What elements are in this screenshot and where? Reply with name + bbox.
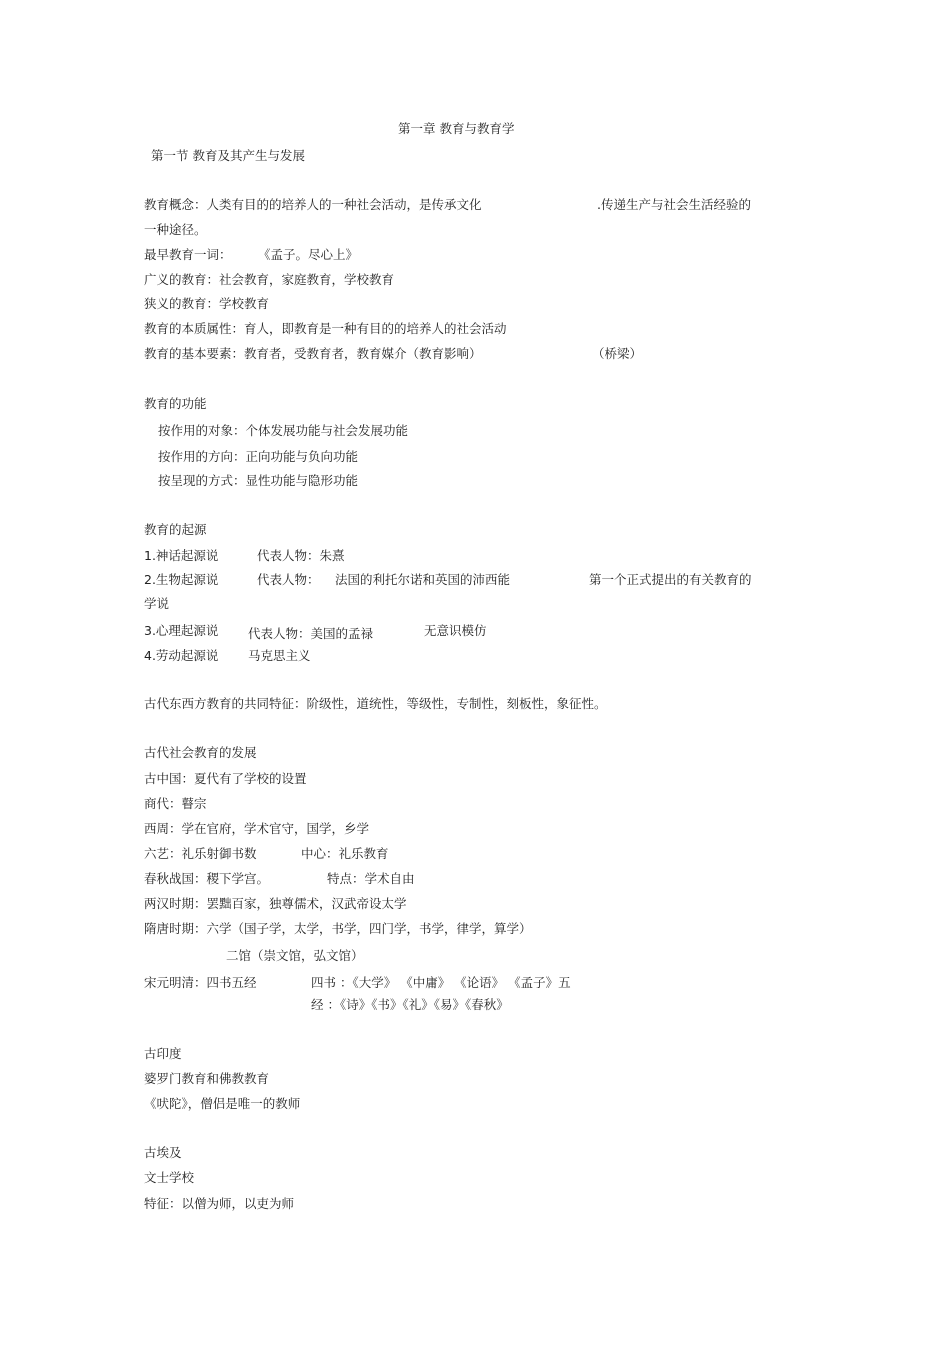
basic-elements: 教育的基本要素：教育者，受教育者，教育媒介（教育影响） xyxy=(144,346,482,361)
broad-education: 广义的教育：社会教育，家庭教育，学校教育 xyxy=(144,272,395,287)
concept-line-2: 一种途径。 xyxy=(144,222,207,237)
dev-china: 古中国：夏代有了学校的设置 xyxy=(144,771,307,786)
origin-bio-note: 第一个正式提出的有关教育的 xyxy=(589,572,752,587)
chapter-title: 第一章 教育与教育学 xyxy=(398,121,515,136)
origin-labor: 4.劳动起源说 xyxy=(144,648,219,663)
origin-bio-people: 法国的利托尔诺和英国的沛西能 xyxy=(335,572,511,587)
dev-six-arts: 六艺：礼乐射御书数 xyxy=(144,846,257,861)
basic-elements-note: （桥梁） xyxy=(592,346,643,361)
earliest-term-label: 最早教育一词： xyxy=(144,247,232,262)
dev-two-halls: 二馆（崇文馆，弘文馆） xyxy=(226,948,364,963)
origin-psych-rep: 代表人物：美国的孟禄 xyxy=(248,626,374,641)
concept-line-1-cont: .传递生产与社会生活经验的 xyxy=(597,197,751,212)
development-heading: 古代社会教育的发展 xyxy=(144,745,257,760)
dev-han: 两汉时期：罢黜百家，独尊儒术，汉武帝设太学 xyxy=(144,896,407,911)
narrow-education: 狭义的教育：学校教育 xyxy=(144,296,270,311)
origin-psych: 3.心理起源说 xyxy=(144,623,219,638)
section-title: 第一节 教育及其产生与发展 xyxy=(151,148,305,163)
functions-heading: 教育的功能 xyxy=(144,396,207,411)
dev-song-label: 宋元明清：四书五经 xyxy=(144,975,257,990)
essence-attribute: 教育的本质属性：育人，即教育是一种有目的的培养人的社会活动 xyxy=(144,321,507,336)
dev-four-books: 四书 ：《大学》 《中庸》 《论语》 《孟子》五 xyxy=(311,975,571,990)
egypt-line-2: 特征：以僧为师，以吏为师 xyxy=(144,1196,295,1211)
origin-labor-rep: 马克思主义 xyxy=(248,648,311,663)
origin-myth-rep: 代表人物：朱熹 xyxy=(257,548,345,563)
function-item: 按作用的方向：正向功能与负向功能 xyxy=(158,449,359,464)
dev-sui-tang: 隋唐时期：六学（国子学，太学，书学，四门学，书学，律学，算学） xyxy=(144,921,532,936)
dev-spring-autumn: 春秋战国：稷下学宫。 xyxy=(144,871,270,886)
origin-myth: 1.神话起源说 xyxy=(144,548,219,563)
dev-shang: 商代：瞽宗 xyxy=(144,796,207,811)
earliest-term-value: 《孟子。尽心上》 xyxy=(258,247,359,262)
dev-west-zhou: 西周：学在官府，学术官守，国学，乡学 xyxy=(144,821,370,836)
dev-spring-autumn-feature: 特点：学术自由 xyxy=(327,871,415,886)
function-item: 按呈现的方式：显性功能与隐形功能 xyxy=(158,473,359,488)
india-line-2: 《吠陀》，僧侣是唯一的教师 xyxy=(144,1096,301,1111)
ancient-features: 古代东西方教育的共同特征：阶级性，道统性，等级性，专制性，刻板性，象征性。 xyxy=(144,696,607,711)
dev-five-classics: 经 ：《诗》《书》《礼》《易》《春秋》 xyxy=(311,997,509,1012)
origin-bio: 2.生物起源说 xyxy=(144,572,219,587)
egypt-line-1: 文士学校 xyxy=(144,1170,195,1185)
origin-bio-note-cont: 学说 xyxy=(144,596,170,611)
origin-bio-rep: 代表人物： xyxy=(257,572,320,587)
function-item: 按作用的对象：个体发展功能与社会发展功能 xyxy=(158,423,409,438)
india-line-1: 婆罗门教育和佛教教育 xyxy=(144,1071,270,1086)
origins-heading: 教育的起源 xyxy=(144,522,207,537)
egypt-heading: 古埃及 xyxy=(144,1145,182,1160)
concept-line-1: 教育概念：人类有目的的培养人的一种社会活动，是传承文化 xyxy=(144,197,482,212)
india-heading: 古印度 xyxy=(144,1046,182,1061)
dev-six-arts-center: 中心：礼乐教育 xyxy=(301,846,389,861)
origin-psych-note: 无意识模仿 xyxy=(424,623,487,638)
